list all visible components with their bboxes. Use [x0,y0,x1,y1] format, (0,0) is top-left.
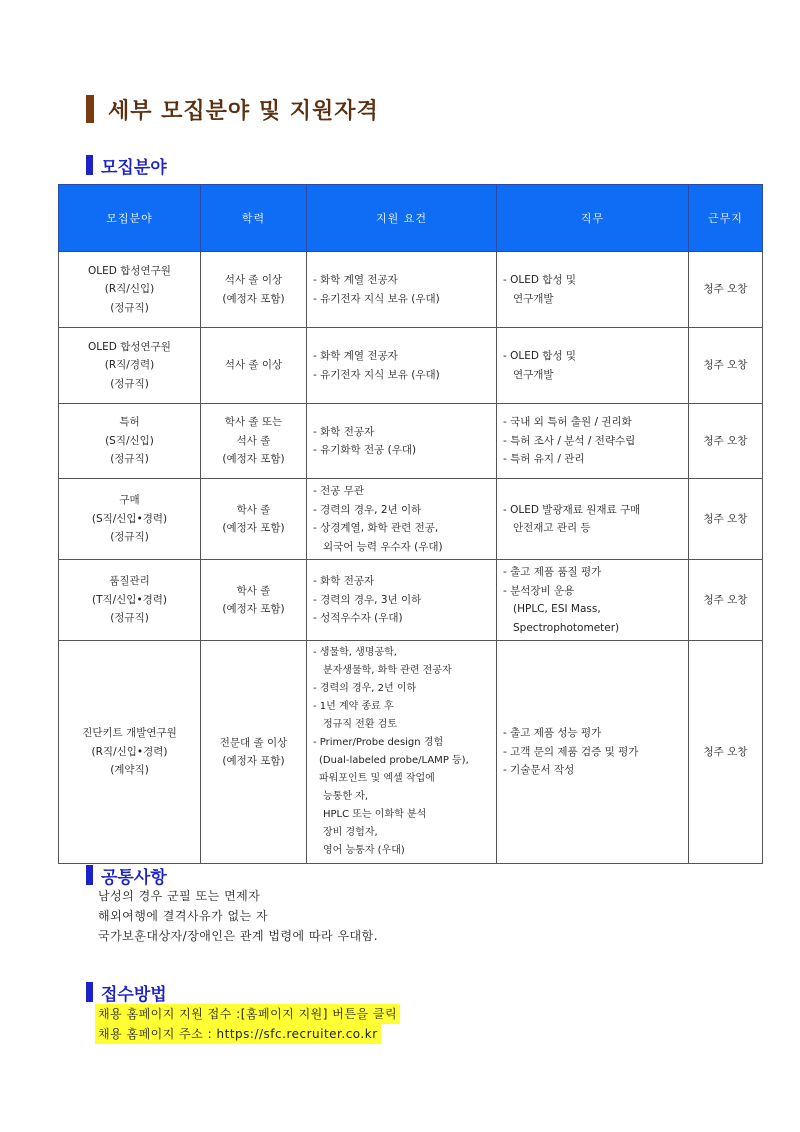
table-row [59,328,763,404]
cell-education: 석사 졸 이상 (예정자 포함) [201,252,307,328]
recruit-section-heading: 모집분야 [86,153,167,177]
cell-duties: - 국내 외 특허 출원 / 권리화 - 특허 조사 / 분석 / 전략수립 - 특허 유지 / 관리 [497,404,689,479]
cell-education: 학사 졸 (예정자 포함) [201,560,307,641]
apply-section-heading: 접수방법 [86,980,167,1004]
page-title-text: 세부 모집분야 및 지원자격 [108,98,379,124]
list-item: 국가보훈대상자/장애인은 관계 법령에 따라 우대함. [98,929,379,943]
header-education: 학력 [201,185,307,252]
cell-field: 특허 (S직/신입) (정규직) [59,404,201,479]
cell-location: 청주 오창 [689,641,763,864]
cell-field: OLED 합성연구원 (R직/경력) (정규직) [59,328,201,404]
list-item: 해외여행에 결격사유가 없는 자 [98,909,269,923]
recruit-table [58,184,763,864]
header-requirements: 지원 요건 [307,185,497,252]
cell-location: 청주 오창 [689,328,763,404]
table-row [59,404,763,479]
cell-location: 청주 오창 [689,479,763,560]
cell-requirements: - 생물학, 생명공학, 분자생물학, 화학 관련 전공자 - 경력의 경우, 2년 이하 - 1년 계약 종료 후 정규직 전환 검토 - Primer/Probe design 경험 (Dual-labeled probe/LAMP 등), 파워포인트 및 엑셀 작업에 능통한 자, HPLC 또는 이화학 분석 장비 경험자, 영어 능통자 (우대) [307,641,497,864]
cell-duties: - 출고 제품 성능 평가 - 고객 문의 제품 검증 및 평가 - 기술문서 작성 [497,641,689,864]
section-marker [86,982,93,1002]
common-requirements-list [98,886,378,946]
table-row [59,560,763,641]
cell-requirements: - 화학 계열 전공자 - 유기전자 지식 보유 (우대) [307,328,497,404]
cell-field: 진단키트 개발연구원 (R직/신입•경력) (계약직) [59,641,201,864]
cell-duties: - OLED 합성 및 연구개발 [497,252,689,328]
cell-requirements: - 화학 전공자 - 경력의 경우, 3년 이하 - 성적우수자 (우대) [307,560,497,641]
cell-requirements: - 화학 전공자 - 유기화학 전공 (우대) [307,404,497,479]
header-duties: 직무 [497,185,689,252]
list-item: 남성의 경우 군필 또는 면제자 [98,889,261,903]
header-field: 모집분야 [59,185,201,252]
table-header-row [59,185,763,252]
cell-duties: - 출고 제품 품질 평가 - 분석장비 운용 (HPLC, ESI Mass, Spectrophotometer) [497,560,689,641]
header-location: 근무지 [689,185,763,252]
apply-method-list [95,1004,400,1044]
table-row [59,252,763,328]
apply-instruction: 채용 홈페이지 지원 접수 :[홈페이지 지원] 버튼을 클릭 [95,1004,400,1024]
cell-location: 청주 오창 [689,252,763,328]
cell-field: OLED 합성연구원 (R직/신입) (정규직) [59,252,201,328]
cell-education: 학사 졸 또는 석사 졸 (예정자 포함) [201,404,307,479]
cell-field: 구매 (S직/신입•경력) (정규직) [59,479,201,560]
cell-location: 청주 오창 [689,560,763,641]
cell-education: 학사 졸 (예정자 포함) [201,479,307,560]
section-marker [86,155,93,175]
cell-duties: - OLED 합성 및 연구개발 [497,328,689,404]
apply-url[interactable]: 채용 홈페이지 주소 : https://sfc.recruiter.co.kr [95,1024,381,1044]
cell-requirements: - 화학 계열 전공자 - 유기전자 지식 보유 (우대) [307,252,497,328]
cell-duties: - OLED 발광재료 원재료 구매 안전재고 관리 등 [497,479,689,560]
title-marker [86,95,94,123]
cell-field: 품질관리 (T직/신입•경력) (정규직) [59,560,201,641]
table-row [59,641,763,864]
cell-education: 석사 졸 이상 [201,328,307,404]
cell-location: 청주 오창 [689,404,763,479]
cell-requirements: - 전공 무관 - 경력의 경우, 2년 이하 - 상경계열, 화학 관련 전공, 외국어 능력 우수자 (우대) [307,479,497,560]
table-row [59,479,763,560]
page-title [86,92,379,126]
common-section-heading: 공통사항 [86,863,167,887]
cell-education: 전문대 졸 이상 (예정자 포함) [201,641,307,864]
section-marker [86,865,93,885]
